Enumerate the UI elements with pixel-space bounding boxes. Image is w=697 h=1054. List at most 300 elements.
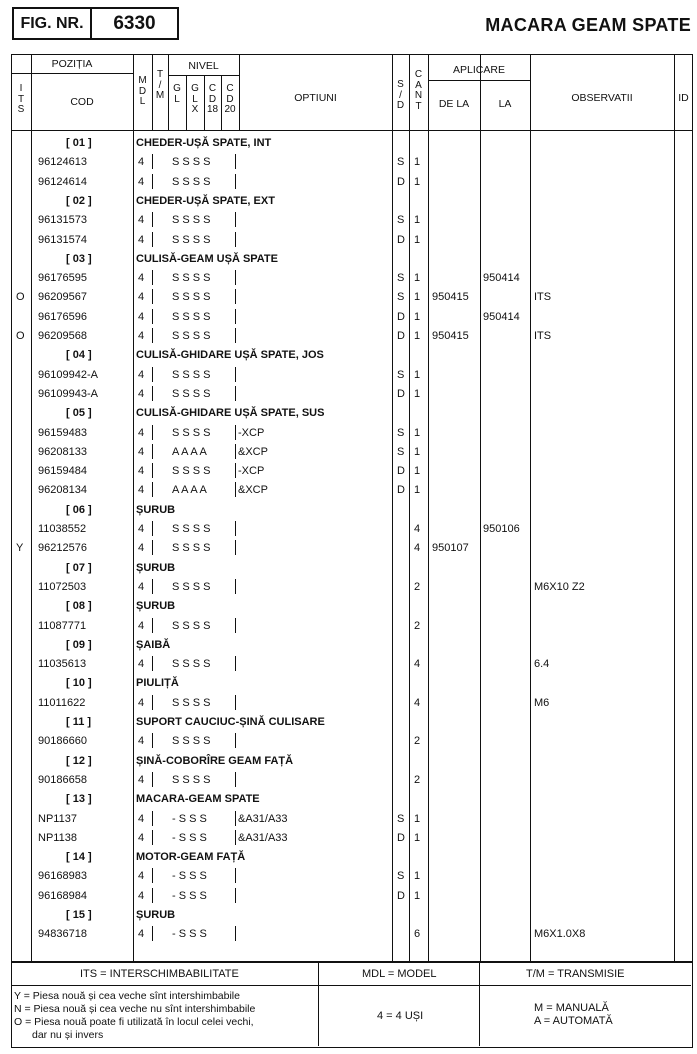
header-tm: T / M [155,69,165,101]
section-name: CULISĂ-GHIDARE UȘĂ SPATE, SUS [136,407,325,420]
model-value: 4 [138,580,145,593]
its-code: Y [16,542,24,555]
side-value: D [397,484,405,497]
row-divider [152,579,153,594]
section-number: [ 11 ] [66,716,92,728]
section-name: CULISĂ-GEAM UȘĂ SPATE [136,252,278,265]
model-value: 4 [138,542,145,555]
model-value: 4 [138,870,145,883]
row-divider [235,579,236,594]
page-title: MACARA GEAM SPATE [485,15,691,35]
quantity-value: 1 [414,889,421,902]
section-number: [ 07 ] [66,561,92,574]
row-divider [152,656,153,671]
model-value: 4 [138,735,145,748]
row-divider [235,212,236,227]
from-date: 950415 [432,291,469,304]
quantity-value: 1 [414,812,421,825]
legend-n: N = Piesa nouă și cea veche nu sînt intershimbabile [14,1003,256,1015]
model-value: 4 [138,831,145,844]
part-code: 96131573 [38,214,87,227]
figure-label: FIG. NR. [14,9,92,38]
row-divider [235,695,236,710]
section-row [0,789,697,808]
quantity-value: 1 [414,310,421,323]
side-value: D [397,330,405,342]
legend-o-cont: dar nu și invers [32,1029,104,1041]
table-row [0,538,697,557]
row-divider [235,174,236,189]
table-row [0,365,697,384]
quantity-value: 1 [414,831,421,844]
legend-col-1 [318,963,319,1046]
header-cant: C A N T [414,69,423,112]
row-divider [152,482,153,497]
model-value: 4 [138,426,145,439]
header-observatii: OBSERVATII [571,92,633,104]
quantity-value: 1 [414,272,421,285]
quantity-value: 1 [414,156,421,169]
row-divider [235,656,236,671]
to-date: 950414 [483,310,520,323]
quantity-value: 1 [414,426,421,439]
row-divider [152,154,153,169]
part-code: 94836718 [38,928,87,941]
part-code: 96208133 [38,445,87,458]
row-divider [235,540,236,555]
quantity-value: 1 [414,484,421,497]
header-cod: COD [70,96,94,108]
table-row [0,287,697,306]
quantity-value: 4 [414,523,421,535]
row-divider [235,367,236,382]
quantity-value: 1 [414,214,421,227]
part-code: 96159484 [38,465,87,478]
side-value: S [397,272,405,285]
table-row [0,866,697,885]
quantity-value: 4 [414,696,421,709]
part-code: 96109943-A [38,387,98,400]
nivel-values: S S S S [172,735,211,748]
section-number: [ 08 ] [66,600,92,613]
observation-value: ITS [534,291,552,304]
legend-its: ITS = INTERSCHIMBABILITATE [80,968,239,980]
section-number: [ 04 ] [66,349,92,362]
its-code: O [16,291,25,304]
nivel-values: S S S S [172,542,211,555]
header-mdl: M D L [138,75,147,107]
model-value: 4 [138,330,145,342]
side-value: D [397,387,405,400]
quantity-value: 1 [414,465,421,478]
table-row [0,442,697,461]
model-value: 4 [138,484,145,497]
header-pozitia: POZIȚIA [51,58,93,70]
nivel-values: S S S S [172,696,211,709]
nivel-values: S S S S [172,291,211,304]
row-divider [152,540,153,555]
option-value: &A31/A33 [238,812,288,825]
section-row [0,249,697,268]
part-code: NP1137 [38,812,77,825]
nivel-values: S S S S [172,387,211,400]
header-its: I T S [17,83,25,115]
quantity-value: 4 [414,542,421,555]
row-divider [152,868,153,883]
header-cd18: C D 18 [206,83,219,115]
section-number: [ 13 ] [66,793,92,806]
nivel-values: S S S S [172,773,211,786]
quantity-value: 1 [414,387,421,400]
nivel-values: S S S S [172,619,211,632]
nivel-values: S S S S [172,175,211,188]
nivel-values: S S S S [172,233,211,246]
quantity-value: 1 [414,368,421,381]
model-value: 4 [138,773,145,786]
section-row [0,712,697,731]
row-divider [152,232,153,247]
figure-number: 6330 [113,12,156,34]
from-date: 950415 [432,330,469,342]
part-code: 96176595 [38,272,87,285]
side-value: D [397,310,405,323]
part-code: 96176596 [38,310,87,323]
row-divider [235,521,236,536]
observation-value: ITS [534,330,552,342]
model-value: 4 [138,889,145,902]
section-row [0,596,697,615]
nivel-values: S S S S [172,368,211,381]
row-divider [152,289,153,304]
row-divider [152,811,153,826]
section-name: CHEDER-UȘĂ SPATE, INT [136,137,272,149]
nivel-values: S S S S [172,426,211,439]
section-row [0,751,697,770]
row-divider [152,174,153,189]
table-row [0,384,697,403]
side-value: S [397,812,405,825]
side-value: D [397,175,405,188]
quantity-value: 1 [414,445,421,458]
table-row [0,693,697,712]
row-divider [152,695,153,710]
table-row [0,210,697,229]
nivel-values: - S S S [172,831,207,844]
table-row [0,480,697,499]
row-divider [152,270,153,285]
model-value: 4 [138,445,145,458]
section-row [0,403,697,422]
side-value: D [397,233,405,246]
quantity-value: 2 [414,619,421,632]
section-number: [ 15 ] [66,909,92,921]
nivel-values: - S S S [172,870,207,883]
side-value: D [397,831,405,844]
nivel-values: S S S S [172,658,211,671]
section-number: [ 09 ] [66,638,92,651]
section-name: CHEDER-UȘĂ SPATE, EXT [136,194,275,207]
row-divider [152,888,153,903]
section-name: MACARA-GEAM SPATE [136,793,260,806]
quantity-value: 6 [414,928,421,941]
side-value: S [397,214,405,227]
part-code: 96208134 [38,484,87,497]
part-code: 11087771 [38,619,87,632]
section-number: [ 10 ] [66,677,92,690]
legend-automata: A = AUTOMATĂ [534,1015,613,1027]
section-name: ȘAIBĂ [136,638,171,651]
section-number: [ 05 ] [66,407,92,420]
its-code: O [16,330,25,342]
section-row [0,847,697,866]
option-value: -XCP [238,426,265,439]
row-divider [235,463,236,478]
observation-value: M6X10 Z2 [534,580,585,593]
section-row [0,558,697,577]
legend-tm: T/M = TRANSMISIE [526,968,625,980]
section-number: [ 06 ] [66,503,92,516]
section-row [0,191,697,210]
legend-y: Y = Piesa nouă și cea veche sînt intershimbabile [14,990,240,1002]
side-value: S [397,156,405,169]
row-divider [152,772,153,787]
section-row [0,500,697,519]
row-divider [152,618,153,633]
section-number: [ 02 ] [66,194,92,207]
section-name: ȘURUB [136,561,176,574]
model-value: 4 [138,812,145,825]
table-row [0,172,697,191]
row-divider [235,289,236,304]
table-row [0,519,697,538]
row-divider [235,270,236,285]
row-divider [235,811,236,826]
side-value: D [397,889,405,902]
row-divider [152,309,153,324]
nivel-values: S S S S [172,214,211,227]
section-number: [ 14 ] [66,851,92,864]
part-code: 96109942-A [38,368,98,381]
part-code: 11035613 [38,658,87,671]
row-divider [235,926,236,941]
table-row [0,654,697,673]
model-value: 4 [138,310,145,323]
option-value: &XCP [238,445,268,458]
part-code: 96209567 [38,291,87,304]
part-code: 90186658 [38,773,87,786]
side-value: S [397,291,405,304]
quantity-value: 2 [414,773,421,786]
nivel-values: S S S S [172,465,211,478]
section-name: ȘINĂ-COBORÎRE GEAM FAȚĂ [136,754,294,767]
model-value: 4 [138,658,145,671]
row-divider [235,444,236,459]
side-value: D [397,465,405,478]
part-code: 96168984 [38,889,87,902]
observation-value: M6 [534,696,550,709]
model-value: 4 [138,291,145,304]
section-name: SUPORT CAUCIUC-ȘINĂ CULISARE [136,716,325,728]
option-value: &XCP [238,484,268,497]
nivel-values: - S S S [172,812,207,825]
table-row [0,770,697,789]
legend-mdl: MDL = MODEL [362,968,437,980]
row-divider [235,328,236,343]
section-row [0,673,697,692]
row-divider [152,926,153,941]
row-divider [152,328,153,343]
row-divider [152,463,153,478]
row-divider [152,425,153,440]
table-row [0,924,697,943]
part-code: 11072503 [38,580,87,593]
table-row [0,152,697,171]
quantity-value: 1 [414,870,421,883]
nivel-values: S S S S [172,310,211,323]
legend-usi: 4 = 4 UȘI [377,1010,424,1022]
row-divider [235,482,236,497]
row-divider [152,830,153,845]
side-value: S [397,445,405,458]
table-row [0,809,697,828]
legend [11,962,693,1048]
nivel-values: A A A A [172,484,207,497]
table-row [0,828,697,847]
section-name: CULISĂ-GHIDARE UȘĂ SPATE, JOS [136,349,324,362]
row-divider [152,212,153,227]
nivel-values: - S S S [172,928,207,941]
part-code: 96124614 [38,175,87,188]
model-value: 4 [138,465,145,478]
nivel-values: - S S S [172,889,207,902]
row-divider [235,232,236,247]
option-value: -XCP [238,465,265,478]
row-divider [235,154,236,169]
model-value: 4 [138,387,145,400]
row-divider [152,521,153,536]
section-name: ȘURUB [136,909,176,921]
model-value: 4 [138,175,145,188]
quantity-value: 1 [414,233,421,246]
part-code: 90186660 [38,735,87,748]
header-optiuni: OPTIUNI [294,92,337,104]
observation-value: 6.4 [534,658,550,671]
row-divider [235,618,236,633]
quantity-value: 1 [414,175,421,188]
legend-col-2 [479,963,480,1046]
table-row [0,577,697,596]
nivel-values: S S S S [172,330,211,342]
model-value: 4 [138,368,145,381]
row-divider [152,367,153,382]
section-number: [ 01 ] [66,137,92,149]
section-name: ȘURUB [136,600,176,613]
legend-o: O = Piesa nouă poate fi utilizată în locul celei vechi, [14,1016,254,1028]
side-value: S [397,870,405,883]
side-value: S [397,426,405,439]
model-value: 4 [138,272,145,285]
table-row [0,731,697,750]
section-number: [ 12 ] [66,754,92,767]
model-value: 4 [138,156,145,169]
table-row [0,616,697,635]
row-divider [235,772,236,787]
section-number: [ 03 ] [66,252,92,265]
section-row [0,635,697,654]
from-date: 950107 [432,542,469,555]
part-code: 96124613 [38,156,87,169]
table-row [0,307,697,326]
header-la: LA [498,98,512,110]
part-code: NP1138 [38,831,77,844]
part-code: 96212576 [38,542,87,555]
part-code: 11038552 [38,523,87,535]
side-value: S [397,368,405,381]
row-divider [235,830,236,845]
table-row [0,326,697,345]
header-cd20: C D 20 [224,83,236,115]
quantity-value: 4 [414,658,421,671]
nivel-values: A A A A [172,445,207,458]
table-row [0,461,697,480]
table-row [0,230,697,249]
quantity-value: 2 [414,735,421,748]
to-date: 950106 [483,523,520,535]
header-de-la: DE LA [438,98,470,110]
part-code: 11011622 [38,696,86,709]
section-row [0,133,697,152]
section-name: MOTOR-GEAM FAȚĂ [136,851,246,864]
header-glx: G L X [191,83,199,115]
to-date: 950414 [483,272,520,285]
row-divider [235,733,236,748]
quantity-value: 1 [414,291,421,304]
quantity-value: 1 [414,330,421,342]
section-row [0,905,697,924]
model-value: 4 [138,696,145,709]
header-nivel: NIVEL [188,60,219,72]
header-aplicare: APLICARE [453,64,505,76]
model-value: 4 [138,214,145,227]
section-name: ȘURUB [136,503,176,516]
row-divider [235,309,236,324]
header-id: ID [678,92,689,104]
nivel-values: S S S S [172,272,211,285]
legend-manuala: M = MANUALĂ [534,1002,609,1014]
model-value: 4 [138,619,145,632]
header-sd: S / D [396,79,405,111]
nivel-values: S S S S [172,523,211,535]
row-divider [235,868,236,883]
part-code: 96131574 [38,233,87,246]
row-divider [152,386,153,401]
model-value: 4 [138,233,145,246]
section-name: PIULIȚĂ [136,677,179,690]
part-code: 96209568 [38,330,87,342]
row-divider [152,733,153,748]
section-row [0,345,697,364]
part-code: 96168983 [38,870,87,883]
row-divider [235,425,236,440]
part-code: 96159483 [38,426,87,439]
nivel-values: S S S S [172,156,211,169]
table-row [0,423,697,442]
model-value: 4 [138,523,145,535]
option-value: &A31/A33 [238,831,288,844]
row-divider [235,386,236,401]
model-value: 4 [138,928,145,941]
row-divider [152,444,153,459]
